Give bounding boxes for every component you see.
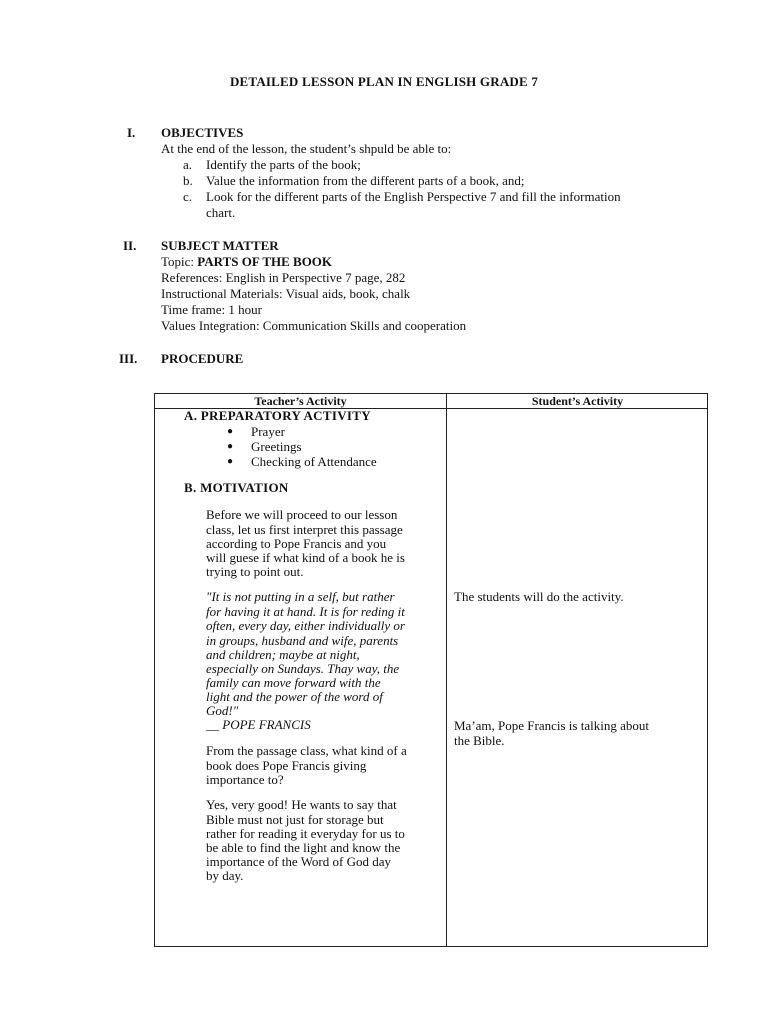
- student-response-bible-line1: Ma’am, Pope Francis is talking about: [454, 718, 649, 733]
- answer-line2: Bible must not just for storage but: [206, 812, 384, 827]
- bullet-icon: ●: [227, 456, 234, 467]
- objective-c-letter: c.: [183, 189, 193, 204]
- subject-matter-number: II.: [123, 238, 137, 253]
- procedure-table: [154, 393, 708, 947]
- topic-value: PARTS OF THE BOOK: [197, 254, 333, 269]
- answer-line5: importance of the Word of God day: [206, 854, 391, 869]
- quote-line8: light and the power of the word of: [206, 689, 383, 704]
- prep-item-attendance: Checking of Attendance: [251, 454, 377, 469]
- subject-matter-heading: SUBJECT MATTER: [161, 238, 279, 253]
- quote-line6: especially on Sundays. Thay way, the: [206, 661, 400, 676]
- objective-c-text-line1: Look for the different parts of the English Perspective 7 and fill the information: [206, 189, 621, 204]
- bullet-icon: ●: [227, 441, 234, 452]
- motivation-intro-line1: Before we will proceed to our lesson: [206, 507, 398, 522]
- objectives-intro: At the end of the lesson, the student’s shpuld be able to:: [161, 141, 452, 156]
- question-line1: From the passage class, what kind of a: [206, 743, 407, 758]
- answer-line3: rather for reading it everyday for us to: [206, 826, 405, 841]
- objective-b-text: Value the information from the different parts of a book, and;: [206, 173, 525, 188]
- student-response-bible-line2: the Bible.: [454, 733, 505, 748]
- quote-line4: in groups, husband and wife, parents: [206, 633, 399, 648]
- student-activity-header: Student’s Activity: [531, 394, 624, 408]
- quote-line2: for having it at hand. It is for reding it: [206, 604, 405, 619]
- bullet-icon: ●: [227, 426, 234, 437]
- document-title: DETAILED LESSON PLAN IN ENGLISH GRADE 7: [229, 74, 539, 89]
- quote-attribution: __ POPE FRANCIS: [206, 717, 311, 732]
- prep-item-prayer: Prayer: [251, 424, 285, 439]
- objectives-number: I.: [127, 125, 136, 140]
- prep-item-greetings: Greetings: [251, 439, 302, 454]
- materials-line: Instructional Materials: Visual aids, book, chalk: [161, 286, 411, 301]
- objective-a-text: Identify the parts of the book;: [206, 157, 361, 172]
- motivation-intro-line4: will guese if what kind of a book he is: [206, 550, 405, 565]
- table-column-divider: [446, 394, 447, 946]
- question-line3: importance to?: [206, 772, 284, 787]
- time-frame-line: Time frame: 1 hour: [161, 302, 262, 317]
- motivation-intro-line3: according to Pope Francis and you: [206, 536, 387, 551]
- quote-line3: often, every day, either individually or: [206, 618, 405, 633]
- answer-line4: be able to find the light and know the: [206, 840, 401, 855]
- quote-line5: and children; maybe at night,: [206, 647, 360, 662]
- teacher-activity-header: Teacher’s Activity: [254, 394, 347, 408]
- objective-c-text-line2: chart.: [206, 205, 236, 220]
- procedure-heading: PROCEDURE: [161, 351, 244, 366]
- references-line: References: English in Perspective 7 page, 282: [161, 270, 406, 285]
- quote-line9: God!": [206, 703, 239, 718]
- motivation-intro-line5: trying to point out.: [206, 564, 304, 579]
- student-response-activity: The students will do the activity.: [454, 589, 624, 604]
- topic-line: [161, 254, 332, 270]
- objective-b-letter: b.: [183, 173, 193, 188]
- values-integration-line: Values Integration: Communication Skills and cooperation: [161, 318, 467, 333]
- quote-line7: family can move forward with the: [206, 675, 381, 690]
- procedure-number: III.: [119, 351, 138, 366]
- quote-line1: "It is not putting in a self, but rather: [206, 589, 395, 604]
- motivation-label: B. MOTIVATION: [184, 480, 289, 495]
- motivation-intro-line2: class, let us first interpret this passage: [206, 522, 403, 537]
- objective-a-letter: a.: [183, 157, 193, 172]
- topic-label: Topic:: [161, 254, 198, 269]
- answer-line6: by day.: [206, 868, 244, 883]
- preparatory-activity-label: A. PREPARATORY ACTIVITY: [184, 408, 371, 423]
- objectives-heading: OBJECTIVES: [161, 125, 244, 140]
- answer-line1: Yes, very good! He wants to say that: [206, 797, 397, 812]
- question-line2: book does Pope Francis giving: [206, 758, 367, 773]
